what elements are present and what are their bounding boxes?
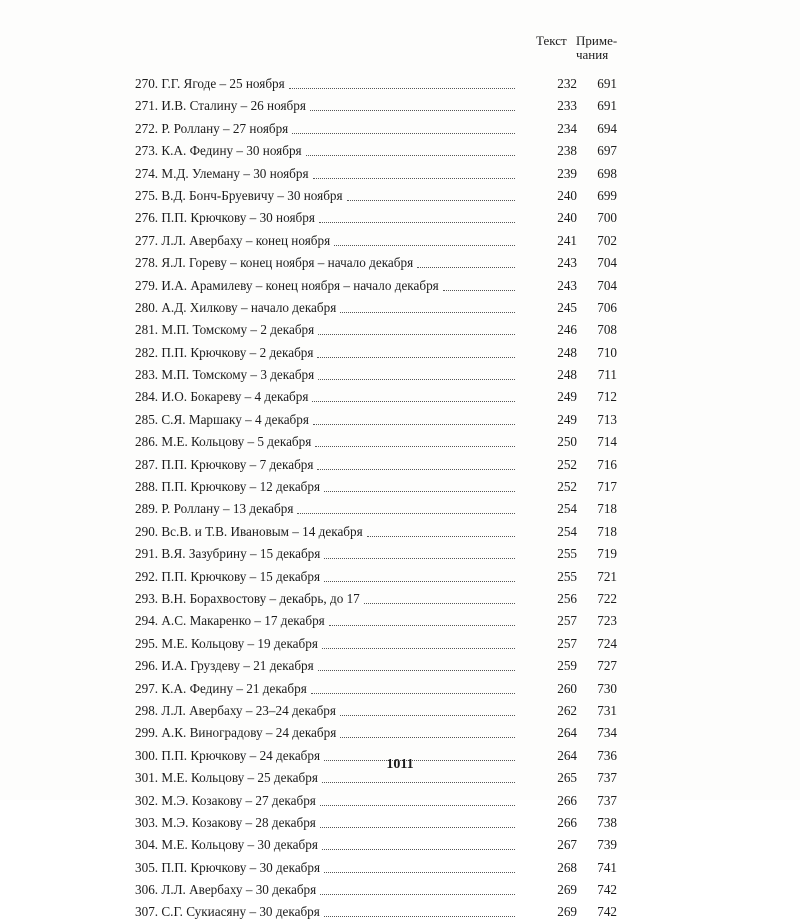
entry-title: А.Д. Хилкову – начало декабря — [161, 299, 337, 315]
dot-leader — [340, 737, 515, 738]
entry-title: В.Я. Зазубрину – 15 декабря — [161, 546, 321, 562]
entry-number: 307. — [135, 904, 159, 920]
entry-note-page: 736 — [597, 747, 617, 763]
toc-entry — [135, 230, 625, 252]
entry-text-page: 239 — [557, 165, 577, 181]
entry-title: Л.Л. Авербаху – конец ноября — [161, 232, 331, 248]
column-header-notes-line1: Приме- — [576, 33, 618, 48]
entry-number: 304. — [135, 837, 159, 853]
entry-note-page: 727 — [597, 658, 617, 674]
toc-entry — [135, 73, 625, 95]
dot-leader — [311, 693, 515, 694]
dot-leader — [297, 513, 515, 514]
dot-leader — [320, 827, 515, 828]
entry-title: С.Я. Маршаку – 4 декабря — [161, 411, 309, 427]
entry-note-page: 691 — [597, 76, 617, 91]
dot-leader — [318, 334, 515, 335]
toc-entry — [135, 409, 625, 431]
entry-title: С.Г. Сукиасяну – 30 декабря — [161, 904, 320, 920]
entry-number: 302. — [135, 792, 159, 808]
entry-title: Г.Г. Ягоде – 25 ноября — [161, 76, 285, 91]
dot-leader — [324, 558, 515, 559]
toc-entry — [135, 812, 625, 834]
entry-note-page: 714 — [597, 434, 617, 450]
entry-text-page: 252 — [557, 456, 577, 472]
entry-title: Р. Роллану – 13 декабря — [161, 501, 294, 517]
entry-text-page: 266 — [557, 814, 577, 830]
entry-number: 274. — [135, 165, 159, 181]
entry-text-page: 243 — [557, 255, 577, 271]
entry-note-page: 717 — [597, 479, 617, 495]
entry-text-page: 262 — [557, 702, 577, 718]
toc-entry — [135, 454, 625, 476]
entry-number: 282. — [135, 344, 159, 360]
entry-number: 284. — [135, 389, 159, 405]
dot-leader — [310, 110, 515, 111]
entry-number: 287. — [135, 456, 159, 472]
entry-title: П.П. Крючкову – 30 ноября — [161, 210, 315, 226]
entry-note-page: 738 — [597, 814, 617, 830]
dot-leader — [292, 133, 515, 134]
entry-note-page: 730 — [597, 680, 617, 696]
toc-entry — [135, 834, 625, 856]
dot-leader — [367, 536, 515, 537]
dot-leader — [317, 357, 515, 358]
entry-number: 300. — [135, 747, 159, 763]
entry-title: М.Е. Кольцову – 19 декабря — [161, 635, 318, 651]
entry-title: М.Э. Козакову – 27 декабря — [161, 792, 316, 808]
entry-note-page: 708 — [597, 322, 617, 338]
entry-title: Р. Роллану – 27 ноября — [161, 120, 289, 136]
entry-title: П.П. Крючкову – 2 декабря — [161, 344, 314, 360]
entry-number: 299. — [135, 725, 159, 741]
entry-number: 279. — [135, 277, 159, 293]
entry-note-page: 723 — [597, 613, 617, 629]
entry-number: 276. — [135, 210, 159, 226]
dot-leader — [317, 469, 515, 470]
entry-number: 296. — [135, 658, 159, 674]
toc-entry — [135, 857, 625, 879]
toc-entry — [135, 163, 625, 185]
entry-title: М.Е. Кольцову – 30 декабря — [161, 837, 318, 853]
entry-title: И.О. Бокареву – 4 декабря — [161, 389, 309, 405]
entry-note-page: 737 — [597, 792, 617, 808]
entry-text-page: 257 — [557, 635, 577, 651]
entry-note-page: 711 — [597, 367, 617, 383]
entry-number: 275. — [135, 187, 159, 203]
entry-number: 272. — [135, 120, 159, 136]
toc-entry — [135, 678, 625, 700]
entry-note-page: 742 — [597, 904, 617, 920]
dot-leader — [324, 491, 515, 492]
entry-text-page: 249 — [557, 411, 577, 427]
entry-number: 281. — [135, 322, 159, 338]
entry-note-page: 702 — [597, 232, 617, 248]
entry-title: Л.Л. Авербаху – 23–24 декабря — [161, 702, 336, 718]
entry-number: 301. — [135, 770, 159, 786]
toc-entry — [135, 498, 625, 520]
entry-text-page: 248 — [557, 344, 577, 360]
entry-number: 285. — [135, 411, 159, 427]
dot-leader — [318, 379, 515, 380]
dot-leader — [319, 222, 515, 223]
toc-entry — [135, 431, 625, 453]
dot-leader — [318, 670, 515, 671]
column-headers — [532, 30, 632, 70]
entry-text-page: 250 — [557, 434, 577, 450]
dot-leader — [313, 424, 515, 425]
entry-text-page: 234 — [557, 120, 577, 136]
entry-text-page: 238 — [557, 143, 577, 159]
entry-note-page: 737 — [597, 770, 617, 786]
entry-number: 294. — [135, 613, 159, 629]
entry-number: 273. — [135, 143, 159, 159]
toc-entry — [135, 275, 625, 297]
entry-number: 277. — [135, 232, 159, 248]
entry-text-page: 240 — [557, 210, 577, 226]
toc-entry — [135, 633, 625, 655]
dot-leader — [313, 178, 515, 179]
dot-leader — [320, 894, 515, 895]
entry-note-page: 691 — [597, 98, 617, 114]
entry-title: А.К. Виноградову – 24 декабря — [161, 725, 337, 741]
entry-note-page: 724 — [597, 635, 617, 651]
entry-title: М.П. Томскому – 2 декабря — [161, 322, 315, 338]
toc-entry — [135, 790, 625, 812]
toc-entry — [135, 901, 625, 923]
entry-title: И.В. Сталину – 26 ноября — [161, 98, 306, 114]
entry-title: И.А. Груздеву – 21 декабря — [161, 658, 314, 674]
entry-number: 298. — [135, 702, 159, 718]
entry-title: К.А. Федину – 30 ноября — [161, 143, 302, 159]
entry-title: Вс.В. и Т.В. Ивановым – 14 декабря — [161, 523, 363, 539]
toc-entry — [135, 655, 625, 677]
entry-number: 280. — [135, 299, 159, 315]
entry-text-page: 266 — [557, 792, 577, 808]
entry-number: 290. — [135, 523, 159, 539]
entry-note-page: 719 — [597, 546, 617, 562]
toc-entry — [135, 319, 625, 341]
entry-title: В.Д. Бонч-Бруевичу – 30 ноября — [161, 187, 343, 203]
entry-note-page: 694 — [597, 120, 617, 136]
entry-title: П.П. Крючкову – 30 декабря — [161, 859, 321, 875]
toc-entry — [135, 95, 625, 117]
entry-title: П.П. Крючкову – 24 декабря — [161, 747, 321, 763]
entry-number: 289. — [135, 501, 159, 517]
entry-title: М.Е. Кольцову – 25 декабря — [161, 770, 318, 786]
dot-leader — [443, 290, 515, 291]
toc-entry — [135, 722, 625, 744]
entry-note-page: 698 — [597, 165, 617, 181]
toc-entry — [135, 342, 625, 364]
entry-text-page: 269 — [557, 882, 577, 898]
entry-text-page: 260 — [557, 680, 577, 696]
toc-entry — [135, 543, 625, 565]
entry-note-page: 706 — [597, 299, 617, 315]
entry-text-page: 255 — [557, 568, 577, 584]
entry-note-page: 741 — [597, 859, 617, 875]
page-number: 1011 — [386, 757, 414, 772]
dot-leader — [306, 155, 515, 156]
entry-title: В.Н. Борахвостову – декабрь, до 17 — [161, 590, 360, 606]
entry-text-page: 254 — [557, 523, 577, 539]
entry-text-page: 264 — [557, 725, 577, 741]
entry-text-page: 233 — [557, 98, 577, 114]
entry-note-page: 704 — [597, 277, 617, 293]
dot-leader — [324, 872, 515, 873]
toc-entry — [135, 386, 625, 408]
entry-text-page: 240 — [557, 187, 577, 203]
dot-leader — [324, 916, 515, 917]
toc-entry — [135, 140, 625, 162]
entry-note-page: 718 — [597, 501, 617, 517]
toc-entry — [135, 566, 625, 588]
entry-number: 278. — [135, 255, 159, 271]
entry-text-page: 248 — [557, 367, 577, 383]
entry-title: П.П. Крючкову – 7 декабря — [161, 456, 314, 472]
entry-number: 292. — [135, 568, 159, 584]
table-of-contents — [135, 73, 625, 924]
entry-note-page: 721 — [597, 568, 617, 584]
entry-text-page: 241 — [557, 232, 577, 248]
dot-leader — [324, 581, 515, 582]
entry-number: 291. — [135, 546, 159, 562]
entry-text-page: 259 — [557, 658, 577, 674]
entry-text-page: 256 — [557, 590, 577, 606]
toc-entry — [135, 207, 625, 229]
toc-entry — [135, 252, 625, 274]
entry-text-page: 249 — [557, 389, 577, 405]
dot-leader — [322, 849, 515, 850]
entry-number: 295. — [135, 635, 159, 651]
column-header-notes — [576, 34, 617, 62]
dot-leader — [417, 267, 515, 268]
dot-leader — [364, 603, 515, 604]
toc-entry — [135, 185, 625, 207]
entry-note-page: 700 — [597, 210, 617, 226]
entry-title: М.Э. Козакову – 28 декабря — [161, 814, 316, 830]
entry-text-page: 257 — [557, 613, 577, 629]
entry-title: М.Е. Кольцову – 5 декабря — [161, 434, 312, 450]
entry-number: 283. — [135, 367, 159, 383]
entry-text-page: 245 — [557, 299, 577, 315]
toc-entry — [135, 476, 625, 498]
entry-note-page: 722 — [597, 590, 617, 606]
dot-leader — [315, 446, 515, 447]
entry-number: 305. — [135, 859, 159, 875]
toc-entry — [135, 297, 625, 319]
dot-leader — [312, 401, 515, 402]
dot-leader — [334, 245, 515, 246]
toc-entry — [135, 521, 625, 543]
dot-leader — [340, 312, 515, 313]
entry-number: 271. — [135, 98, 159, 114]
entry-note-page: 704 — [597, 255, 617, 271]
toc-entry — [135, 588, 625, 610]
entry-note-page: 742 — [597, 882, 617, 898]
entry-text-page: 269 — [557, 904, 577, 920]
entry-text-page: 264 — [557, 747, 577, 763]
toc-entry — [135, 700, 625, 722]
entry-note-page: 699 — [597, 187, 617, 203]
entry-number: 286. — [135, 434, 159, 450]
entry-title: П.П. Крючкову – 15 декабря — [161, 568, 321, 584]
entry-note-page: 716 — [597, 456, 617, 472]
toc-entry — [135, 610, 625, 632]
entry-number: 303. — [135, 814, 159, 830]
dot-leader — [347, 200, 515, 201]
entry-text-page: 254 — [557, 501, 577, 517]
entry-note-page: 718 — [597, 523, 617, 539]
entry-number: 297. — [135, 680, 159, 696]
entry-title: П.П. Крючкову – 12 декабря — [161, 479, 321, 495]
column-header-notes-line2: чания — [576, 47, 609, 62]
entry-note-page: 713 — [597, 411, 617, 427]
entry-number: 306. — [135, 882, 159, 898]
entry-title: И.А. Арамилеву – конец ноября – начало декабря — [161, 277, 439, 293]
dot-leader — [289, 88, 515, 89]
entry-text-page: 246 — [557, 322, 577, 338]
entry-text-page: 252 — [557, 479, 577, 495]
entry-number: 293. — [135, 590, 159, 606]
entry-text-page: 255 — [557, 546, 577, 562]
entry-text-page: 268 — [557, 859, 577, 875]
entry-title: А.С. Макаренко – 17 декабря — [161, 613, 325, 629]
entry-text-page: 265 — [557, 770, 577, 786]
dot-leader — [322, 648, 515, 649]
entry-note-page: 697 — [597, 143, 617, 159]
entry-text-page: 267 — [557, 837, 577, 853]
toc-entry — [135, 118, 625, 140]
entry-number: 270. — [135, 76, 159, 91]
column-header-text: Текст — [536, 33, 567, 48]
toc-entry — [135, 364, 625, 386]
entry-number: 288. — [135, 479, 159, 495]
entry-note-page: 734 — [597, 725, 617, 741]
entry-title: К.А. Федину – 21 декабря — [161, 680, 307, 696]
entry-title: Я.Л. Гореву – конец ноября – начало декабря — [161, 255, 414, 271]
entry-text-page: 243 — [557, 277, 577, 293]
entry-note-page: 712 — [597, 389, 617, 405]
dot-leader — [320, 805, 515, 806]
entry-title: Л.Л. Авербаху – 30 декабря — [161, 882, 317, 898]
entry-title: М.П. Томскому – 3 декабря — [161, 367, 315, 383]
entry-note-page: 710 — [597, 344, 617, 360]
dot-leader — [322, 782, 515, 783]
toc-entry — [135, 879, 625, 901]
dot-leader — [340, 715, 515, 716]
entry-note-page: 731 — [597, 702, 617, 718]
entry-note-page: 739 — [597, 837, 617, 853]
entry-text-page: 232 — [557, 76, 577, 91]
entry-title: М.Д. Улеману – 30 ноября — [161, 165, 309, 181]
dot-leader — [329, 625, 515, 626]
